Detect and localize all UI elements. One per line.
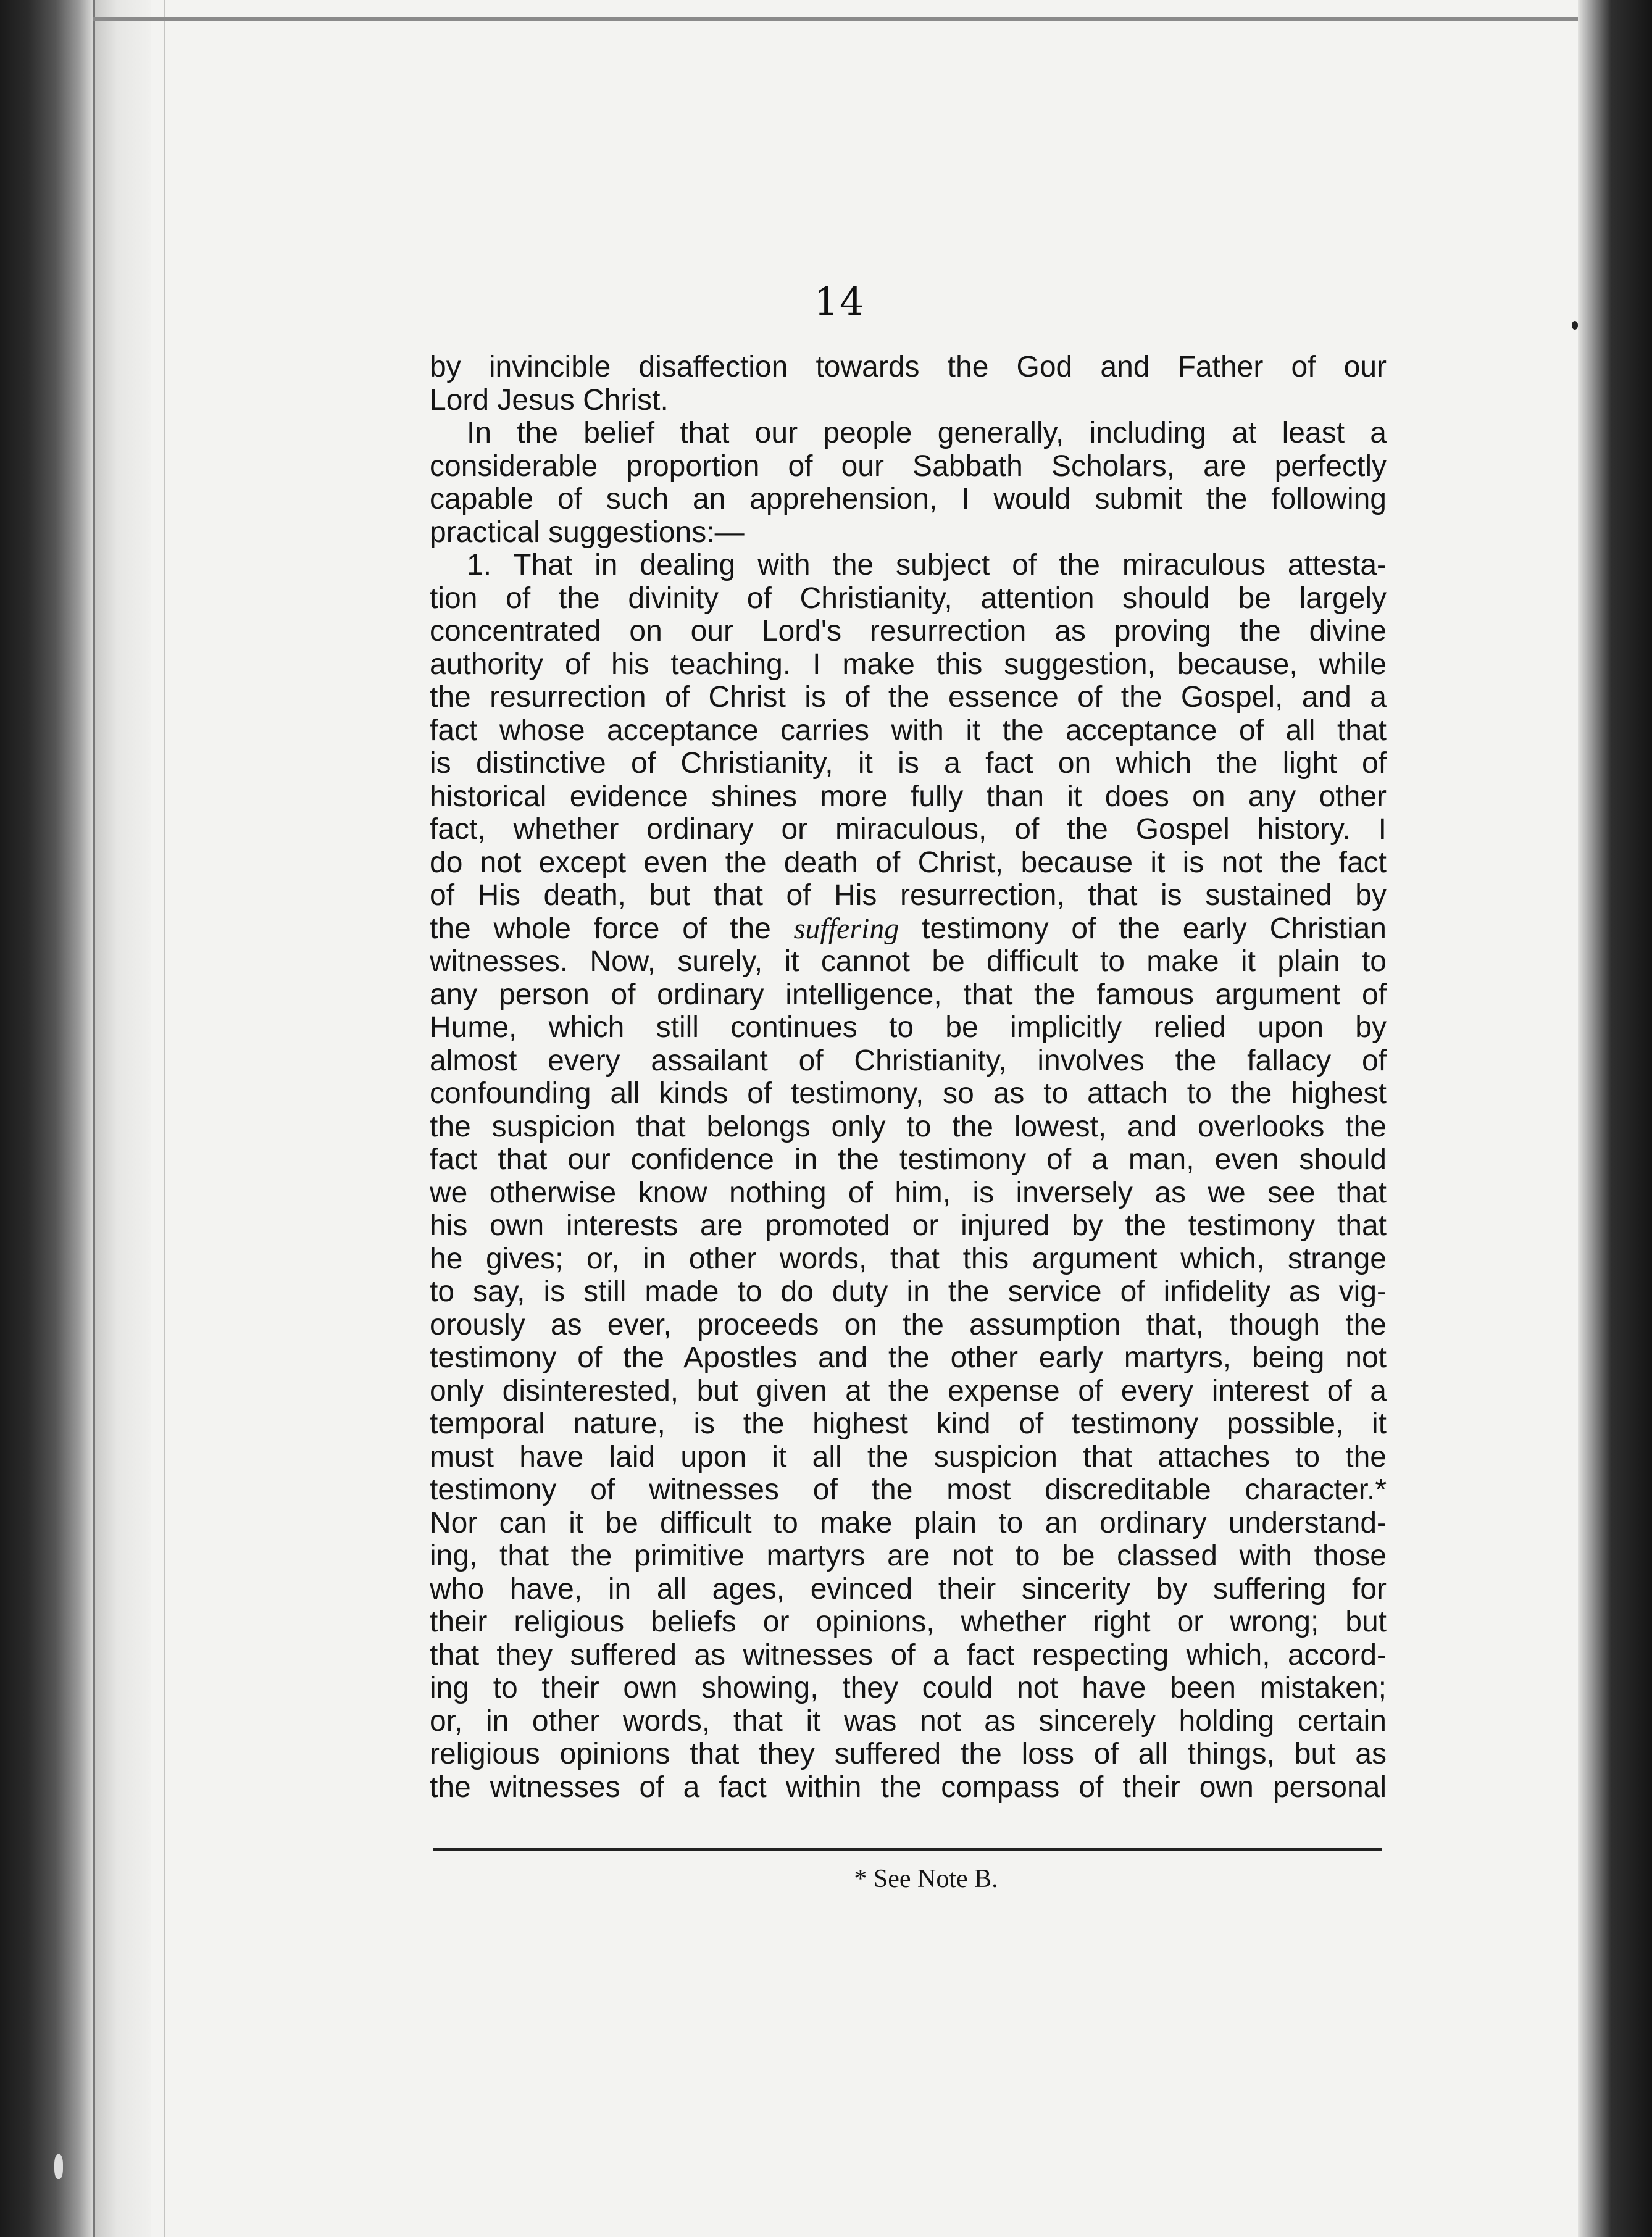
body-text: [430, 351, 1387, 1804]
text-line: testimony of the Apostles and the other early martyrs, being not: [430, 1341, 1387, 1374]
text-line: In the belief that our people generally, including at least a: [467, 417, 1387, 449]
text-line: their religious beliefs or opinions, whether right or wrong; but: [430, 1606, 1387, 1638]
text-line: must have laid upon it all the suspicion that attaches to the: [430, 1440, 1387, 1473]
italic-word: suffering: [793, 912, 899, 945]
text-line: or, in other words, that it was not as sincerely holding certain: [430, 1704, 1387, 1738]
text-line: his own interests are promoted or injured by the testimony that: [430, 1209, 1387, 1242]
text-line: considerable proportion of our Sabbath Scholars, are perfectly: [430, 449, 1387, 483]
text-line: capable of such an apprehension, I would submit the following: [430, 483, 1387, 515]
text-line: he gives; or, in other words, that this argument which, strange: [430, 1242, 1387, 1275]
text-line: Hume, which still continues to be implicitly relied upon by: [430, 1011, 1387, 1044]
text-line: tion of the divinity of Christianity, attention should be largely: [430, 581, 1387, 615]
text-line: authority of his teaching. I make this suggestion, because, while: [430, 648, 1387, 681]
text-line: fact, whether ordinary or miraculous, of the Gospel history. I: [430, 813, 1387, 846]
text-line: [430, 912, 1387, 946]
text-line: only disinterested, but given at the expense of every interest of a: [430, 1374, 1387, 1407]
scan-speck-left: [54, 2154, 63, 2179]
text-line: orously as ever, proceeds on the assumption that, though the: [430, 1308, 1387, 1341]
footnote-divider: [433, 1848, 1382, 1851]
text-line: concentrated on our Lord's resurrection as proving the divine: [430, 615, 1387, 648]
text-line: testimony of witnesses of the most discreditable character.*: [430, 1473, 1387, 1506]
text-line: temporal nature, is the highest kind of testimony possible, it: [430, 1407, 1387, 1440]
text-line: we otherwise know nothing of him, is inversely as we see that: [430, 1176, 1387, 1209]
left-binding-shadow: [0, 0, 93, 2237]
text-line: Lord Jesus Christ.: [430, 383, 669, 417]
text-line: who have, in all ages, evinced their sincerity by suffering for: [430, 1572, 1387, 1606]
text-line: ing, that the primitive martyrs are not to be classed with those: [430, 1539, 1387, 1572]
text-line: that they suffered as witnesses of a fact respecting which, accord-: [430, 1638, 1387, 1672]
text-line: is distinctive of Christianity, it is a fact on which the light of: [430, 747, 1387, 780]
scan-speck: [1572, 321, 1578, 330]
text-line: practical suggestions:—: [430, 515, 745, 549]
right-binding-shadow: [1578, 0, 1652, 2237]
text-line: 1. That in dealing with the subject of the miraculous attesta-: [467, 549, 1387, 581]
text-line: fact whose acceptance carries with it the acceptance of all that: [430, 714, 1387, 747]
text-line: religious opinions that they suffered the loss of all things, but as: [430, 1738, 1387, 1770]
text-line: do not except even the death of Christ, because it is not the fact: [430, 846, 1387, 879]
footnote: * See Note B.: [854, 1865, 998, 1893]
text-line: almost every assailant of Christianity, involves the fallacy of: [430, 1044, 1387, 1077]
text-line: any person of ordinary intelligence, that the famous argument of: [430, 978, 1387, 1011]
text-line: witnesses. Now, surely, it cannot be difficult to make it plain to: [430, 945, 1387, 978]
text-fragment: testimony of the early Christian: [922, 912, 1387, 945]
text-line: fact that our confidence in the testimony of a man, even should: [430, 1143, 1387, 1176]
text-line: to say, is still made to do duty in the service of infidelity as vig-: [430, 1275, 1387, 1308]
text-line: confounding all kinds of testimony, so as to attach to the highest: [430, 1077, 1387, 1110]
text-line: the suspicion that belongs only to the lowest, and overlooks the: [430, 1110, 1387, 1143]
text-line: the witnesses of a fact within the compass of their own personal: [430, 1770, 1387, 1804]
text-line: by invincible disaffection towards the God and Father of our: [430, 351, 1387, 383]
text-line: historical evidence shines more fully than it does on any other: [430, 780, 1387, 813]
text-fragment: the whole force of the: [430, 912, 771, 945]
page-edge-line: [164, 0, 165, 2237]
text-line: of His death, but that of His resurrection, that is sustained by: [430, 879, 1387, 912]
left-page-edge: [93, 0, 151, 2237]
text-line: the resurrection of Christ is of the essence of the Gospel, and a: [430, 681, 1387, 714]
page-number: 14: [814, 279, 866, 324]
top-page-edge: [93, 17, 1611, 21]
text-line: ing to their own showing, they could not have been mistaken;: [430, 1672, 1387, 1704]
text-line: Nor can it be difficult to make plain to an ordinary understand-: [430, 1506, 1387, 1539]
